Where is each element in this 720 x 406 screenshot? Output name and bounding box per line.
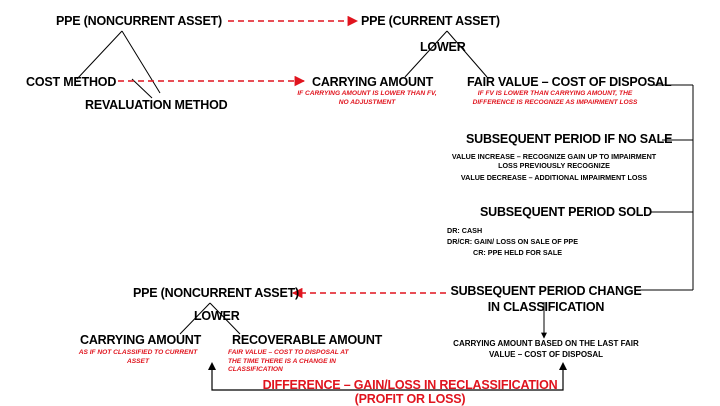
text-profit-or-loss: (PROFIT OR LOSS) <box>354 392 466 406</box>
node-carrying-amount-bottom: CARRYING AMOUNT <box>80 333 202 347</box>
note-carrying-amount-top: IF CARRYING AMOUNT IS LOWER THAN FV, NO ADJUSTMENT <box>297 90 437 106</box>
text-no-sale-increase: VALUE INCREASE – RECOGNIZE GAIN UP TO IMPAIRMENT LOSS PREVIOUSLY RECOGNIZE <box>451 152 657 170</box>
text-sold-drcr: DR/CR: GAIN/ LOSS ON SALE OF PPE <box>447 237 578 246</box>
branch-to-cost-method <box>77 31 122 79</box>
node-revaluation-method: REVALUATION METHOD <box>85 98 228 112</box>
node-carrying-amount-top: CARRYING AMOUNT <box>312 75 434 89</box>
difference-arrowhead-right <box>559 362 567 370</box>
node-recoverable-amount: RECOVERABLE AMOUNT <box>232 333 383 347</box>
note-carrying-amount-bottom: AS IF NOT CLASSIFIED TO CURRENT ASSET <box>78 349 198 365</box>
node-subsequent-no-sale: SUBSEQUENT PERIOD IF NO SALE <box>466 132 673 146</box>
text-sold-dr: DR: CASH <box>447 226 483 235</box>
node-subsequent-change: SUBSEQUENT PERIOD CHANGE IN CLASSIFICATION <box>450 284 642 314</box>
label-lower-top: LOWER <box>420 40 466 54</box>
branch-to-revaluation <box>122 31 160 93</box>
node-ppe-noncurrent-top: PPE (NONCURRENT ASSET) <box>56 14 222 28</box>
branch-cost-to-revaluation <box>132 79 152 98</box>
note-recoverable-amount: FAIR VALUE – COST TO DISPOSAL AT THE TIME THERE IS A CHANGE IN CLASSIFICATION <box>228 349 349 373</box>
note-fair-value-top: IF FV IS LOWER THAN CARRYING AMOUNT, THE DIFFERENCE IS RECOGNIZE AS IMPAIRMENT LOSS <box>472 90 638 106</box>
node-fair-value-top: FAIR VALUE – COST OF DISPOSAL <box>467 75 672 89</box>
branch-to-carrying-amount <box>405 31 447 77</box>
difference-arrowhead-left <box>208 362 216 370</box>
node-cost-method: COST METHOD <box>26 75 117 89</box>
text-sold-cr: CR: PPE HELD FOR SALE <box>473 248 563 257</box>
node-carrying-last-fair: CARRYING AMOUNT BASED ON THE LAST FAIR VALUE – COST OF DISPOSAL <box>453 339 639 359</box>
branch-to-fair-value <box>447 31 487 77</box>
node-ppe-current-top: PPE (CURRENT ASSET) <box>361 14 500 28</box>
node-ppe-noncurrent-bottom: PPE (NONCURRENT ASSET) <box>133 286 299 300</box>
label-lower-bottom: LOWER <box>194 309 240 323</box>
text-no-sale-decrease: VALUE DECREASE – ADDITIONAL IMPAIRMENT LOSS <box>460 173 648 182</box>
text-difference: DIFFERENCE – GAIN/LOSS IN RECLASSIFICATION <box>262 378 558 392</box>
node-subsequent-sold: SUBSEQUENT PERIOD SOLD <box>480 205 653 219</box>
